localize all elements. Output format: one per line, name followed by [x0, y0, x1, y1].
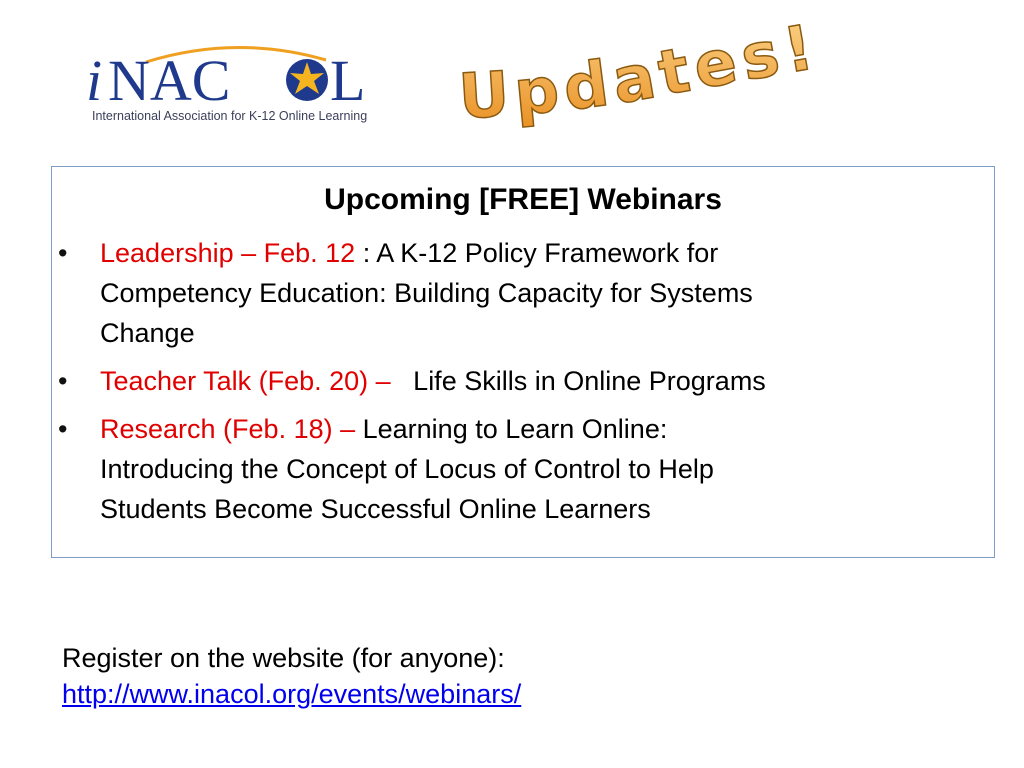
webinars-link[interactable]: http://www.inacol.org/events/webinars/	[62, 679, 522, 709]
webinar-list	[52, 233, 994, 537]
webinar-item-research	[52, 409, 994, 529]
bullet-icon: •	[58, 238, 68, 268]
logo-i: i	[86, 48, 103, 110]
inacol-logo	[86, 40, 396, 130]
webinar-description-line1: Life Skills in Online Programs	[413, 366, 766, 396]
webinar-description-line3: Change	[100, 318, 195, 348]
webinar-description-line2: Introducing the Concept of Locus of Control to Help	[100, 454, 714, 484]
star-icon	[286, 59, 328, 101]
webinar-description-line1: Learning to Learn Online:	[355, 414, 668, 444]
register-text: Register on the website (for anyone):	[62, 643, 505, 673]
webinars-box	[51, 166, 995, 558]
webinar-label: Research (Feb. 18) –	[100, 414, 356, 444]
updates-wordart	[450, 18, 870, 138]
updates-title	[457, 18, 825, 133]
logo-text-nac: NAC	[108, 48, 231, 110]
webinar-description-line1: : A K-12 Policy Framework for	[355, 238, 719, 268]
updates-text: Updates!	[456, 18, 825, 134]
logo-graphic	[86, 40, 396, 110]
logo-text-l: L	[330, 48, 366, 110]
webinar-item-leadership	[52, 233, 994, 353]
logo-tagline: International Association for K-12 Online Learning	[92, 109, 368, 123]
webinar-description-line3: Students Become Successful Online Learners	[100, 494, 651, 524]
webinar-item-teacher-talk	[52, 361, 994, 401]
updates-svg	[450, 18, 870, 138]
webinar-description-line2: Competency Education: Building Capacity for Systems	[100, 278, 753, 308]
webinar-label: Teacher Talk (Feb. 20) –	[100, 366, 391, 396]
bullet-icon: •	[58, 414, 68, 444]
webinar-label: Leadership – Feb. 12	[100, 238, 356, 268]
register-section	[62, 640, 521, 712]
webinars-title: Upcoming [FREE] Webinars	[324, 183, 722, 216]
bullet-icon: •	[58, 366, 68, 396]
